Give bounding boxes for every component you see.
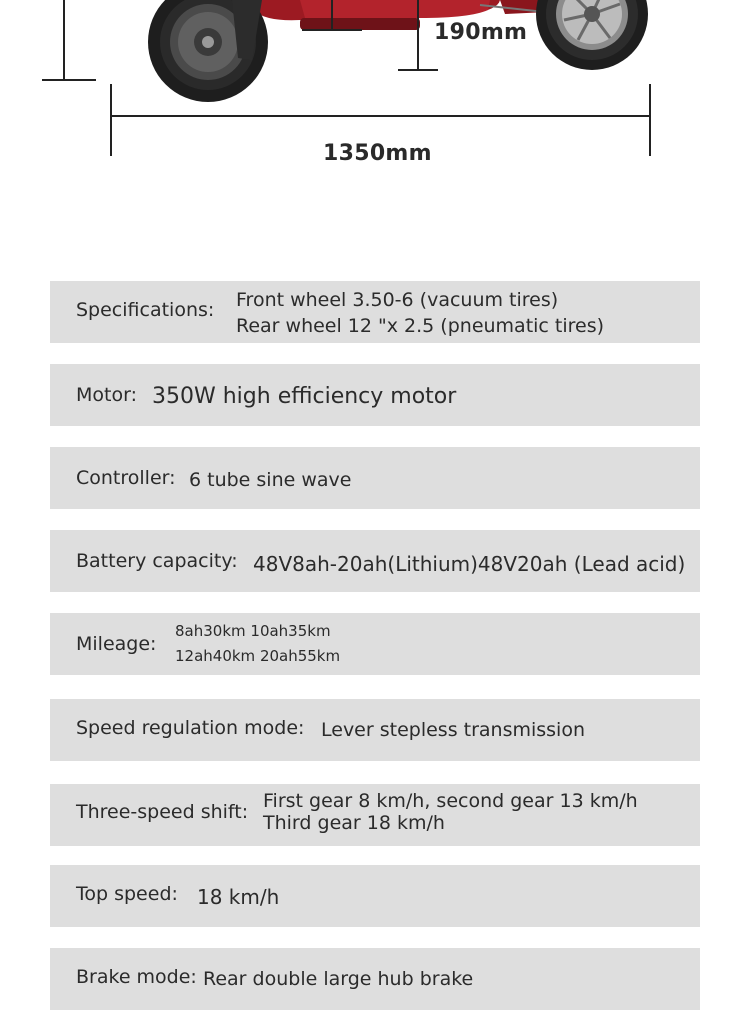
spec-value — [189, 469, 351, 491]
spec-row-mileage — [50, 613, 700, 675]
spec-row-brake-mode — [50, 948, 700, 1010]
spec-value-line: 48V8ah-20ah(Lithium)48V20ah (Lead acid) — [253, 552, 686, 576]
spec-label: Mileage: — [76, 633, 157, 655]
spec-value — [263, 790, 638, 834]
length-dimension-label: 1350mm — [323, 141, 432, 166]
front-wheel — [148, 0, 268, 102]
scooter-dimension-illustration — [0, 0, 750, 200]
spec-value-line: 350W high efficiency motor — [152, 384, 457, 409]
spec-label: Motor: — [76, 384, 137, 406]
spec-label: Speed regulation mode: — [76, 717, 305, 739]
spec-row-three-speed-shift — [50, 784, 700, 846]
spec-label: Three-speed shift: — [76, 801, 249, 823]
spec-row-speed-regulation-mode — [50, 699, 700, 761]
spec-value-line: 6 tube sine wave — [189, 469, 352, 491]
spec-label: Specifications: — [76, 299, 215, 321]
spec-value — [152, 384, 456, 409]
spec-row-top-speed — [50, 865, 700, 927]
spec-value-line: Lever stepless transmission — [321, 719, 586, 741]
spec-value-line: Rear double large hub brake — [203, 968, 474, 990]
spec-value-line: Front wheel 3.50-6 (vacuum tires) — [236, 289, 559, 311]
spec-value-line: 18 km/h — [197, 885, 280, 909]
spec-label: Brake mode: — [76, 966, 197, 988]
spec-row-motor — [50, 364, 700, 426]
rear-wheel — [536, 0, 648, 70]
spec-value-line: First gear 8 km/h, second gear 13 km/h — [263, 790, 638, 812]
spec-value — [203, 968, 473, 990]
spec-value — [253, 552, 685, 576]
spec-row-battery-capacity — [50, 530, 700, 592]
spec-value-line: 12ah40km 20ah55km — [175, 647, 341, 665]
scooter-image — [0, 0, 750, 200]
spec-label: Battery capacity: — [76, 550, 238, 572]
spec-value — [321, 719, 585, 741]
spec-value-line: Third gear 18 km/h — [263, 812, 445, 834]
height-dimension-label: 190mm — [434, 20, 528, 45]
spec-row-specifications — [50, 281, 700, 343]
spec-label: Controller: — [76, 467, 176, 489]
spec-value-line: 8ah30km 10ah35km — [175, 622, 331, 640]
spec-value — [236, 287, 604, 339]
spec-value — [197, 885, 279, 909]
spec-label: Top speed: — [76, 883, 178, 905]
spec-value-line: Rear wheel 12 "x 2.5 (pneumatic tires) — [236, 315, 605, 337]
spec-value — [175, 619, 340, 669]
spec-row-controller — [50, 447, 700, 509]
